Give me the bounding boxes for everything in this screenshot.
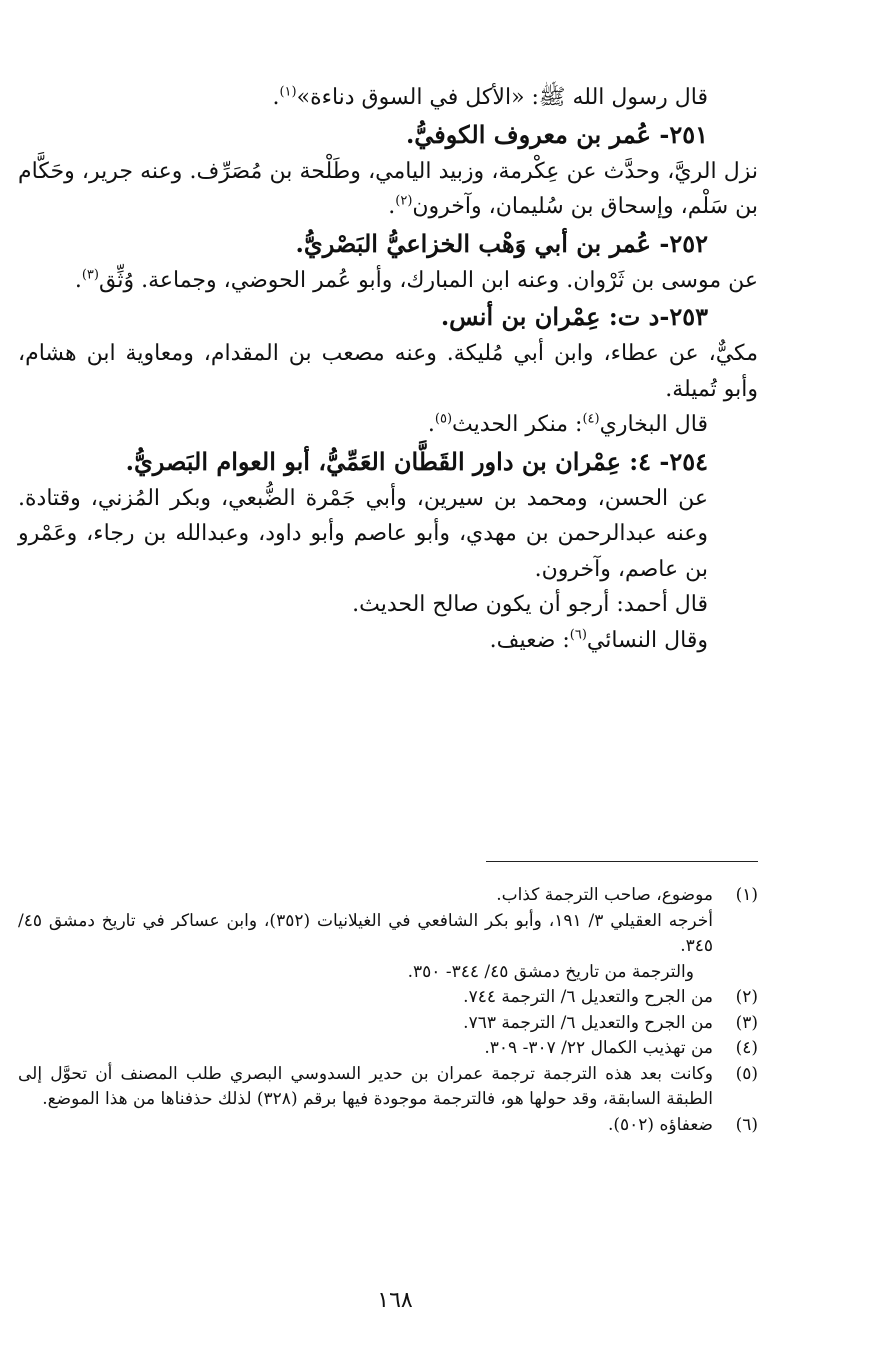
footnote-text: وكانت بعد هذه الترجمة ترجمة عمران بن حدير السدوسي البصري طلب المصنف أن تحوَّل إلى الطبقة السابقة، وقد حولها هو، فالترجمة موجودة فيها برقم (٣٢٨) لذلك حذفناها من هذا الموضع. — [18, 1063, 713, 1109]
footnote-ref: (٥) — [434, 411, 453, 427]
footnote-text: من الجرح والتعديل ٦/ الترجمة ٧٦٣. — [463, 1012, 713, 1033]
entry-text-253: مكيٌّ، عن عطاء، وابن أبي مُليكة. وعنه مصعب بن المقدام، ومعاوية ابن هشام، وأبو تُميلة. — [18, 341, 758, 402]
footnote-6 — [18, 1113, 758, 1139]
continuation-line: قال رسول الله ﷺ: «الأكل في السوق دناءة»$^{(١)}$. — [272, 84, 708, 110]
footnote-text: من تهذيب الكمال ٢٢/ ٣٠٧- ٣٠٩. — [484, 1038, 713, 1058]
footnote-text: موضوع، صاحب الترجمة كذاب. — [496, 885, 713, 905]
entry-text-252: عن موسى بن ثَرْوان. وعنه ابن المبارك، وأبو عُمر الحوضي، وجماعة. وُثِّق$^{(٣)}$. — [74, 267, 758, 293]
entry-heading-253: ٢٥٣-د ت: عِمْران بن أنس. — [440, 302, 708, 331]
footnote-5 — [18, 1062, 758, 1113]
footnote-number: (٦) — [735, 1114, 758, 1135]
footnote-3 — [18, 1011, 758, 1037]
footnote-number: (٥) — [735, 1063, 758, 1084]
main-text — [18, 80, 758, 658]
footnote-ref: (١) — [279, 84, 297, 100]
footnote-number: (٣) — [735, 1012, 758, 1033]
entry-heading-252: ٢٥٢- عُمر بن أبي وَهْب الخزاعيُّ البَصْريُّ. — [295, 228, 708, 258]
footnote-number: (١) — [735, 885, 758, 905]
footnote-1-continuation: أخرجه العقيلي ٣/ ١٩١، وأبو بكر الشافعي في الغيلانيات (٣٥٢)، وابن عساكر في تاريخ دمشق ٤٥/ ٣٤٥. — [18, 910, 713, 956]
footnote-divider — [486, 861, 758, 862]
quote-ahmad: قال أحمد: أرجو أن يكون صالح الحديث. — [352, 592, 708, 617]
footnote-1 — [18, 883, 758, 909]
quote-nasai: وقال النسائي$^{(٦)}$: ضعيف. — [489, 627, 708, 653]
footnote-1-continuation: والترجمة من تاريخ دمشق ٤٥/ ٣٤٤- ٣٥٠. — [407, 961, 694, 982]
footnote-ref: (٦) — [569, 627, 587, 643]
footnote-ref: (٢) — [395, 193, 413, 209]
quote-bukhari: قال البخاري$^{(٤)}$: منكر الحديث$^{(٥)}$. — [427, 411, 708, 437]
entry-text-254: عن الحسن، ومحمد بن سيرين، وأبي جَمْرة الضُّبعي، وبكر المُزني، وقتادة. وعنه عبدالرحمن بن مهدي، وأبو عاصم وأبو داود، وعبدالله بن رجاء، وعَمْرو بن عاصم، وآخرون. — [18, 485, 708, 582]
footnote-ref: (٤) — [582, 411, 600, 427]
footnote-number: (٢) — [735, 987, 758, 1007]
footnotes — [18, 883, 758, 1138]
footnote-4 — [18, 1036, 758, 1062]
footnote-text: من الجرح والتعديل ٦/ الترجمة ٧٤٤. — [463, 987, 713, 1007]
page-number: ١٦٨ — [377, 1288, 413, 1313]
footnote-text: ضعفاؤه (٥٠٢). — [607, 1114, 713, 1135]
entry-text-251: نزل الريَّ، وحدَّث عن عِكْرمة، وزبيد اليامي، وطَلْحة بن مُصَرِّف. وعنه جرير، وحَكَّام بن سَلْم، وإسحاق بن سُليمان، وآخرون$^{(٢)}$. — [18, 158, 758, 219]
footnote-number: (٤) — [735, 1038, 758, 1058]
footnote-2 — [18, 985, 758, 1011]
footnote-ref: (٣) — [81, 267, 99, 283]
entry-heading-251: ٢٥١- عُمر بن معروف الكوفيُّ. — [405, 119, 708, 149]
entry-heading-254: ٢٥٤- ٤: عِمْران بن داور القَطَّان العَمِّيُّ، أبو العوام البَصريُّ. — [125, 446, 708, 476]
